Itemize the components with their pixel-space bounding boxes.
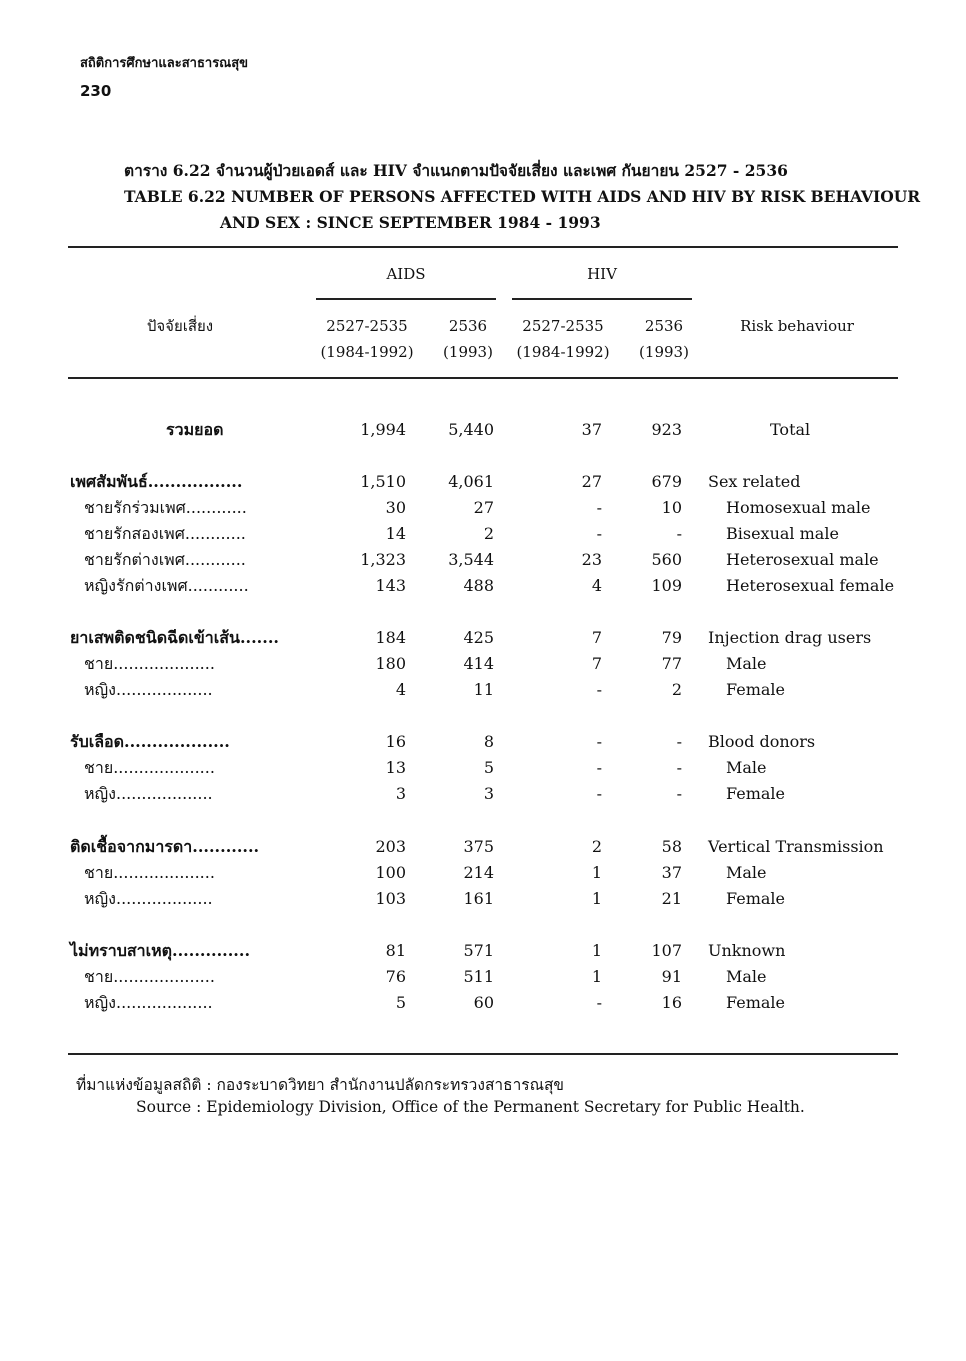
table-row — [0, 573, 966, 599]
table-title-english-line2: AND SEX : SINCE SEPTEMBER 1984 - 1993 — [220, 213, 601, 232]
cell-hiv-1984-1992: - — [596, 524, 602, 543]
cell-aids-1984-1992: 13 — [385, 758, 406, 777]
header-bottom-rule — [68, 377, 898, 379]
cell-hiv-1984-1992: - — [596, 758, 602, 777]
cell-hiv-1993: - — [676, 758, 682, 777]
risk-label-thai: หญิง................... — [84, 680, 213, 699]
col-aids-1984-1992: 2527-2535 (1984-1992) — [320, 317, 414, 361]
cell-hiv-1993: 16 — [661, 993, 682, 1012]
cell-aids-1993: 375 — [463, 837, 494, 856]
cell-aids-1993: 5 — [483, 758, 494, 777]
cell-aids-1984-1992: 14 — [385, 524, 406, 543]
risk-label-english: Female — [726, 993, 785, 1012]
col-hiv-1993: 2536 (1993) — [639, 317, 689, 361]
table-bottom-rule — [68, 1053, 898, 1055]
cell-hiv-1984-1992: - — [596, 732, 602, 751]
cell-aids-1993: 27 — [473, 498, 494, 517]
cell-aids-1993: 425 — [463, 628, 494, 647]
cell-aids-1993: 161 — [463, 889, 494, 908]
cell-aids-1984-1992: 76 — [385, 967, 406, 986]
risk-label-english: Homosexual male — [726, 498, 871, 517]
cell-hiv-1984-1992: - — [596, 993, 602, 1012]
cell-aids-1984-1992: 16 — [385, 732, 406, 751]
cell-hiv-1984-1992: 1 — [591, 967, 602, 986]
cell-hiv-1984-1992: 1 — [591, 889, 602, 908]
category-row — [0, 834, 966, 860]
cell-hiv-1984-1992: - — [596, 680, 602, 699]
risk-label-thai: ยาเสพติดชนิดฉีดเข้าเส้น....... — [70, 628, 279, 647]
risk-label-english: Female — [726, 784, 785, 803]
table-title-english-line1: TABLE 6.22 NUMBER OF PERSONS AFFECTED WITH AIDS AND HIV BY RISK BEHAVIOUR — [124, 187, 921, 206]
cell-aids-1993: 5,440 — [448, 420, 494, 439]
cell-hiv-1993: - — [676, 784, 682, 803]
cell-hiv-1984-1992: 27 — [581, 472, 602, 491]
risk-label-english: Heterosexual male — [726, 550, 879, 569]
risk-label-thai: เพศสัมพันธ์................. — [70, 472, 243, 491]
table-row — [0, 495, 966, 521]
cell-hiv-1993: 77 — [661, 654, 682, 673]
risk-label-english: Vertical Transmission — [708, 837, 884, 856]
cell-hiv-1993: 923 — [651, 420, 682, 439]
table-row — [0, 547, 966, 573]
cell-aids-1984-1992: 1,323 — [360, 550, 406, 569]
table-row — [0, 521, 966, 547]
risk-label-english: Male — [726, 654, 767, 673]
cell-aids-1984-1992: 203 — [375, 837, 406, 856]
cell-aids-1984-1992: 103 — [375, 889, 406, 908]
cell-hiv-1993: 37 — [661, 863, 682, 882]
cell-aids-1984-1992: 3 — [395, 784, 406, 803]
cell-hiv-1984-1992: 37 — [581, 420, 602, 439]
risk-label-thai: ชาย.................... — [84, 863, 215, 882]
risk-label-thai: หญิง................... — [84, 784, 213, 803]
cell-aids-1984-1992: 100 — [375, 863, 406, 882]
risk-label-english: Female — [726, 680, 785, 699]
category-row — [0, 938, 966, 964]
table-top-rule — [68, 246, 898, 248]
hiv-group-rule — [512, 298, 692, 300]
cell-hiv-1993: 58 — [661, 837, 682, 856]
risk-label-thai: ชายรักต่างเพศ............ — [84, 550, 246, 569]
risk-label-english: Female — [726, 889, 785, 908]
cell-aids-1984-1992: 5 — [395, 993, 406, 1012]
cell-hiv-1993: 107 — [651, 941, 682, 960]
risk-label-thai: ชายรักสองเพศ............ — [84, 524, 246, 543]
table-title-block — [124, 158, 920, 236]
risk-label-english: Sex related — [708, 472, 801, 491]
cell-hiv-1993: - — [676, 524, 682, 543]
cell-hiv-1993: 109 — [651, 576, 682, 595]
cell-hiv-1984-1992: 1 — [591, 941, 602, 960]
stub-header-english: Risk behaviour — [740, 317, 854, 335]
cell-hiv-1993: 79 — [661, 628, 682, 647]
cell-aids-1984-1992: 1,994 — [360, 420, 406, 439]
risk-label-english: Male — [726, 758, 767, 777]
cell-hiv-1984-1992: 2 — [591, 837, 602, 856]
col-aids-1993: 2536 (1993) — [443, 317, 493, 361]
table-row — [0, 990, 966, 1016]
risk-label-thai: รวมยอด — [166, 420, 224, 439]
cell-hiv-1984-1992: 23 — [581, 550, 602, 569]
cell-hiv-1984-1992: - — [596, 498, 602, 517]
page-number: 230 — [80, 82, 112, 100]
cell-aids-1993: 2 — [483, 524, 494, 543]
risk-label-thai: รับเลือด................... — [70, 732, 230, 751]
category-row — [0, 469, 966, 495]
cell-aids-1993: 214 — [463, 863, 494, 882]
cell-hiv-1993: 560 — [651, 550, 682, 569]
cell-aids-1984-1992: 180 — [375, 654, 406, 673]
cell-aids-1993: 511 — [463, 967, 494, 986]
risk-label-thai: หญิงรักต่างเพศ............ — [84, 576, 249, 595]
hiv-group-header: HIV — [587, 265, 617, 283]
risk-label-thai: ชาย.................... — [84, 758, 215, 777]
table-title-thai: ตาราง 6.22 จำนวนผู้ป่วยเอดส์ และ HIV จำแนกตามปัจจัยเสี่ยง และเพศ กันยายน 2527 - 2536 — [124, 161, 788, 180]
total-row — [0, 417, 966, 443]
cell-aids-1984-1992: 1,510 — [360, 472, 406, 491]
cell-hiv-1984-1992: 7 — [591, 628, 602, 647]
risk-label-english: Male — [726, 863, 767, 882]
aids-group-header: AIDS — [386, 265, 426, 283]
cell-aids-1993: 8 — [483, 732, 494, 751]
cell-aids-1984-1992: 143 — [375, 576, 406, 595]
category-row — [0, 729, 966, 755]
cell-hiv-1993: 91 — [661, 967, 682, 986]
source-english: Source : Epidemiology Division, Office of the Permanent Secretary for Public Health. — [136, 1098, 805, 1116]
cell-aids-1984-1992: 81 — [385, 941, 406, 960]
stub-header-thai: ปัจจัยเสี่ยง — [146, 317, 214, 335]
cell-hiv-1984-1992: 1 — [591, 863, 602, 882]
category-row — [0, 625, 966, 651]
risk-label-english: Bisexual male — [726, 524, 839, 543]
risk-label-english: Total — [770, 420, 811, 439]
cell-aids-1993: 3 — [483, 784, 494, 803]
cell-hiv-1993: 21 — [661, 889, 682, 908]
cell-aids-1984-1992: 4 — [395, 680, 406, 699]
cell-aids-1984-1992: 184 — [375, 628, 406, 647]
risk-label-english: Blood donors — [708, 732, 816, 751]
cell-hiv-1993: 2 — [671, 680, 682, 699]
table-row — [0, 781, 966, 807]
risk-label-thai: ติดเชื้อจากมารดา............ — [70, 837, 260, 856]
table-row — [0, 860, 966, 886]
col-hiv-1984-1992: 2527-2535 (1984-1992) — [516, 317, 610, 361]
cell-aids-1993: 3,544 — [448, 550, 494, 569]
risk-label-thai: ชาย.................... — [84, 967, 215, 986]
cell-hiv-1993: - — [676, 732, 682, 751]
cell-aids-1993: 60 — [473, 993, 494, 1012]
table-row — [0, 651, 966, 677]
cell-aids-1993: 488 — [463, 576, 494, 595]
cell-hiv-1984-1992: 7 — [591, 654, 602, 673]
source-thai: ที่มาแห่งข้อมูลสถิติ : กองระบาดวิทยา สำนักงานปลัดกระทรวงสาธารณสุข — [76, 1076, 565, 1094]
cell-hiv-1993: 10 — [661, 498, 682, 517]
risk-label-english: Unknown — [708, 941, 786, 960]
risk-label-english: Heterosexual female — [726, 576, 895, 595]
risk-label-english: Injection drag users — [708, 628, 872, 647]
cell-hiv-1993: 679 — [651, 472, 682, 491]
running-header: สถิติการศึกษาและสาธารณสุข — [80, 56, 249, 71]
cell-aids-1993: 571 — [463, 941, 494, 960]
table-row — [0, 677, 966, 703]
aids-group-rule — [316, 298, 496, 300]
table-row — [0, 755, 966, 781]
risk-label-thai: ไม่ทราบสาเหตุ.............. — [70, 941, 251, 960]
table-row — [0, 886, 966, 912]
cell-hiv-1984-1992: 4 — [591, 576, 602, 595]
risk-label-thai: ชายรักร่วมเพศ............ — [84, 498, 247, 517]
cell-aids-1993: 11 — [473, 680, 494, 699]
cell-hiv-1984-1992: - — [596, 784, 602, 803]
risk-label-thai: หญิง................... — [84, 889, 213, 908]
risk-label-thai: ชาย.................... — [84, 654, 215, 673]
cell-aids-1993: 4,061 — [448, 472, 494, 491]
risk-label-english: Male — [726, 967, 767, 986]
table-row — [0, 964, 966, 990]
cell-aids-1984-1992: 30 — [385, 498, 406, 517]
cell-aids-1993: 414 — [463, 654, 494, 673]
risk-label-thai: หญิง................... — [84, 993, 213, 1012]
